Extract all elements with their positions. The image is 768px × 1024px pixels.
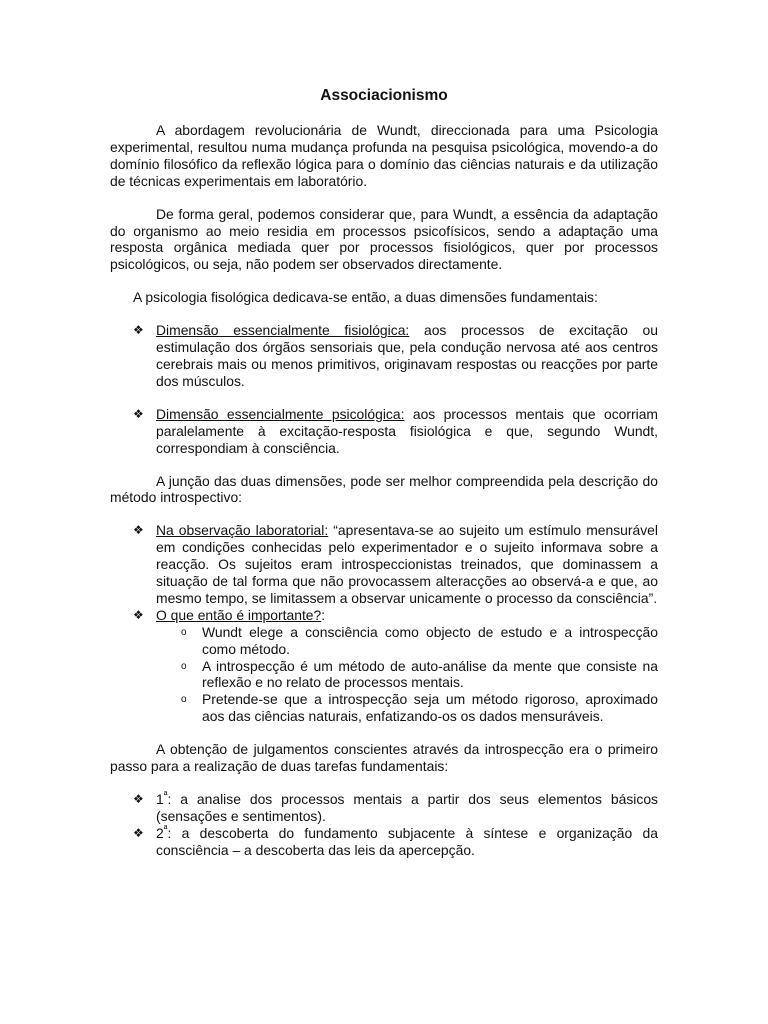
paragraph-junction: A junção das duas dimensões, pode ser melhor compreendida pela descrição do método introspectivo:	[110, 472, 658, 506]
sub-item-text: Pretende-se que a introspecção seja um método rigoroso, aproximado aos das ciências naturais, enfatizando-os os dados mensuráveis.	[202, 691, 658, 725]
term-important: O que então é importante?	[156, 606, 322, 623]
sub-list-item	[110, 624, 658, 658]
method-list	[110, 522, 658, 623]
paragraph-adaptation: De forma geral, podemos considerar que, para Wundt, a essência da adaptação do organismo ao meio residia em processos psicofísicos, sendo a adaptação uma resposta orgânica mediada quer por processos fisiológicos, quer por processos psicológicos, ou seja, não podem ser observados directamente.	[110, 205, 658, 273]
diamond-bullet-icon: ❖	[133, 792, 144, 806]
paragraph-dimensions-intro: A psicologia fisológica dedicava-se então, a duas dimensões fundamentais:	[133, 289, 598, 306]
list-item-physiological	[110, 322, 658, 390]
dimensions-list-2	[110, 406, 658, 457]
diamond-bullet-icon: ❖	[133, 323, 144, 338]
list-item-task-1	[110, 791, 658, 825]
sub-list-item	[110, 691, 658, 725]
term-physiological: Dimensão essencialmente fisiológica:	[156, 322, 410, 339]
list-item-important	[110, 607, 658, 624]
task-text: : a analise dos processos mentais a partir dos seus elementos básicos (sensações e sentimentos).	[156, 791, 658, 824]
circle-bullet-icon: o	[181, 694, 187, 706]
list-item-psychological	[110, 406, 658, 457]
term-observation: Na observação laboratorial:	[156, 522, 329, 539]
circle-bullet-icon: o	[181, 660, 187, 672]
diamond-bullet-icon: ❖	[133, 825, 144, 840]
diamond-bullet-icon: ❖	[133, 406, 144, 421]
sub-item-text: Wundt elege a consciência como objecto de estudo e a introspecção como método.	[202, 623, 658, 657]
text-observation: “apresentava-se ao sujeito um estímulo mensurável em condições conhecidas pelo experimentador e o sujeito informava sobre a reacção. Os sujeitos eram introspeccionistas treinados, que dominassem a situação de tal forma que não provocassem alteracções ao observá-a e que, ao mesmo tempo, se limitassem a observar unicamente o processo da consciência”.	[156, 522, 658, 606]
diamond-bullet-icon: ❖	[133, 523, 144, 538]
paragraph-judgements: A obtenção de julgamentos conscientes através da introspecção era o primeiro passo para a realização de duas tarefas fundamentais:	[110, 741, 658, 775]
diamond-bullet-icon: ❖	[133, 607, 144, 622]
term-important-suffix: :	[321, 606, 326, 623]
text-physiological: aos processos de excitação ou estimulação dos órgãos sensoriais que, pela condução nervosa até aos centros cerebrais mais ou menos primitivos, originavam respostas ou reacções por parte dos músculos.	[156, 322, 658, 389]
task-number: 2	[156, 824, 164, 841]
term-psychological: Dimensão essencialmente psicológica:	[156, 405, 405, 422]
important-sublist	[110, 624, 658, 725]
sub-item-text: A introspecção é um método de auto-análise da mente que consiste na reflexão e no relato de processos mentais.	[202, 657, 658, 691]
task-ordinal: ª	[163, 824, 168, 836]
task-number: 1	[156, 791, 164, 807]
list-item-observation	[110, 522, 658, 607]
document-body	[110, 87, 658, 859]
text-psychological: aos processos mentais que ocorriam paralelamente à excitação-resposta fisiológica e que, segundo Wundt, correspondiam à consciência.	[156, 405, 658, 456]
circle-bullet-icon: o	[181, 626, 187, 638]
list-item-task-2	[110, 825, 658, 859]
task-ordinal: ª	[163, 790, 168, 802]
task-text: : a descoberta do fundamento subjacente à síntese e organização da consciência – a descoberta das leis da apercepção.	[156, 824, 658, 858]
sub-list-item	[110, 658, 658, 692]
paragraph-intro: A abordagem revolucionária de Wundt, direccionada para uma Psicologia experimental, resultou numa mudança profunda na pesquisa psicológica, movendo-a do domínio filosófico da reflexão lógica para o domínio das ciências naturais e da utilização de técnicas experimentais em laboratório.	[110, 122, 658, 189]
dimensions-list	[110, 322, 658, 390]
document-title: Associacionismo	[320, 87, 448, 104]
tasks-list	[110, 791, 658, 859]
